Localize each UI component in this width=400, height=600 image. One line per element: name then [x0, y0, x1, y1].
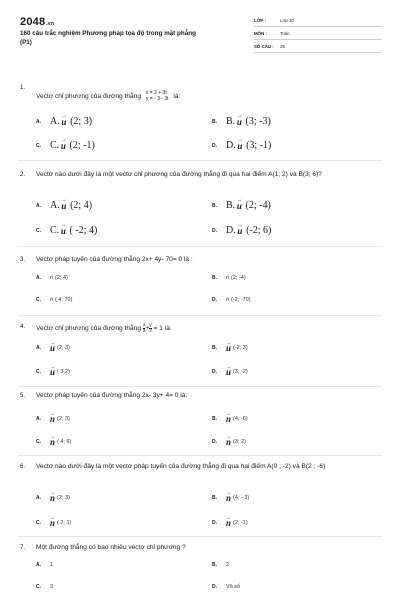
option-a[interactable]: A. A. u → (2; 4)	[36, 200, 92, 211]
question-text: Vectơ chỉ phương của đường thẳng	[36, 92, 142, 100]
meta-value: Toán	[280, 31, 290, 36]
option-d[interactable]: D. n → (2; -1)	[212, 518, 248, 528]
question-text: Vectơ pháp tuyến của đường thẳng 2x- 3y+ 4= 0 là:	[36, 392, 188, 399]
fraction: $\frac{x}{3}$	[142, 322, 146, 333]
meta-label: LỚP :	[254, 18, 266, 23]
meta-subject-row	[254, 29, 382, 40]
option-a[interactable]: A. n → (2; 3)	[36, 493, 70, 503]
divider	[18, 536, 382, 537]
site-logo: 2048.vn	[20, 16, 55, 28]
question-3	[20, 256, 382, 264]
vector-n-symbol: n →	[50, 518, 55, 528]
vector-u-symbol: u →	[50, 343, 55, 353]
question-number: 2.	[20, 172, 26, 178]
option-d[interactable]: D. Vô số	[212, 584, 241, 590]
vector-u-symbol: u →	[61, 226, 66, 236]
divider	[18, 160, 382, 161]
option-c[interactable]: C. u → ( 3;2)	[36, 367, 70, 377]
option-b[interactable]: B. u → (-2; 3)	[212, 343, 248, 353]
vector-u-symbol: u →	[226, 343, 231, 353]
option-b[interactable]: B. n → (2; -4)	[212, 275, 246, 281]
fraction: $\frac{y}{2}$	[149, 322, 152, 333]
option-b[interactable]: B. B. u → (3; -3)	[212, 116, 271, 127]
meta-label: MÔN :	[254, 31, 267, 36]
option-c[interactable]: C. 3	[36, 584, 54, 590]
option-c[interactable]: C. n → ( 2; 1)	[36, 518, 71, 528]
vector-u-symbol: u →	[237, 226, 242, 236]
question-number: 6.	[20, 464, 26, 470]
option-d[interactable]: D. n → (-2; -70)	[212, 297, 251, 303]
divider	[18, 455, 382, 456]
option-c[interactable]: C. C. u → ( -2; 4)	[36, 225, 97, 236]
option-c[interactable]: C. n → ( 4; 6)	[36, 437, 71, 447]
question-2	[20, 171, 382, 179]
vector-u-symbol: u →	[61, 117, 66, 127]
option-c[interactable]: C. C. u → (2; -1)	[36, 140, 95, 151]
question-1: 1. Vectơ chỉ phương của đường thẳng x = 2 + 3t y = - 3 - 3t là:	[20, 85, 181, 102]
question-number: 5.	[20, 393, 26, 399]
vector-u-symbol: u →	[61, 201, 66, 211]
vector-n-symbol: n →	[226, 297, 229, 303]
option-a[interactable]: A. n → (2; 3)	[36, 414, 70, 424]
option-b[interactable]: B. B. u → (2; -4)	[212, 200, 271, 211]
document-title: 160 câu trắc nghiệm Phương pháp tọa độ trong mặt phẳng (P1)	[20, 30, 196, 46]
divider	[18, 246, 382, 247]
vector-n-symbol: n →	[226, 493, 231, 503]
vector-u-symbol: u →	[237, 141, 242, 151]
vector-n-symbol: n →	[226, 437, 231, 447]
vector-u-symbol: u →	[237, 117, 242, 127]
vector-u-symbol: u →	[226, 367, 231, 377]
option-b[interactable]: B. 2	[212, 562, 230, 568]
vector-n-symbol: n →	[226, 518, 231, 528]
option-a[interactable]: A. n → (2; 4)	[36, 275, 68, 281]
vector-n-symbol: n →	[226, 414, 231, 424]
meta-value: 25	[280, 44, 285, 49]
vector-n-symbol: n →	[50, 493, 55, 503]
option-b[interactable]: B. n → (4; -6)	[212, 414, 248, 424]
question-6	[20, 463, 382, 471]
question-text: Vectơ chỉ phương của đường thẳng	[36, 324, 142, 332]
vector-n-symbol: n →	[226, 275, 229, 281]
document-header	[20, 16, 382, 60]
meta-label: SỐ CÂU :	[254, 44, 274, 49]
document-meta	[254, 16, 382, 55]
question-4: 4. Vectơ chỉ phương của đường thẳng $\frac{x}{3}$ + $\frac{y}{2}$ = 1 là:	[20, 322, 172, 333]
option-a[interactable]: A. 1	[36, 562, 54, 568]
divider	[18, 315, 382, 316]
option-c[interactable]: C. n → ( 4; 70)	[36, 297, 72, 303]
option-a[interactable]: A. u → (2; 3)	[36, 343, 70, 353]
option-a[interactable]: A. A. u → (2; 3)	[36, 116, 92, 127]
vector-u-symbol: u →	[50, 367, 55, 377]
vector-u-symbol: u →	[61, 141, 66, 151]
question-text: Vectơ nào dưới đây là một vectơ chỉ phương của đường thẳng đi qua hai điểm A(1; 2) và B(3; 6)?	[36, 171, 322, 178]
question-5	[20, 392, 382, 400]
vector-n-symbol: n →	[50, 414, 55, 424]
meta-value: Lớp 10	[280, 18, 294, 23]
vector-n-symbol: n →	[50, 437, 55, 447]
option-d[interactable]: D. D. u → (3; -1)	[212, 140, 271, 151]
meta-count-row	[254, 42, 382, 53]
question-7	[20, 544, 382, 552]
question-number: 4.	[20, 324, 26, 330]
option-d[interactable]: D. u → (3; -2)	[212, 367, 248, 377]
vector-u-symbol: u →	[237, 201, 242, 211]
question-number: 7.	[20, 545, 26, 551]
question-text: Vectơ nào dưới đây là một vectơ pháp tuyến của đường thẳng đi qua hai điểm A(0 ; -2) và B(2 ; -6)	[36, 463, 326, 470]
meta-class-row	[254, 16, 382, 27]
vector-n-symbol: n →	[50, 297, 53, 303]
question-text: Vectơ pháp tuyến của đường thẳng 2x+ 4y- 70= 0 là :	[36, 256, 193, 263]
equation-system: x = 2 + 3t y = - 3 - 3t	[145, 90, 169, 102]
vector-n-symbol: n →	[50, 275, 53, 281]
option-d[interactable]: D. D. u → (-2; 6)	[212, 225, 271, 236]
question-number: 1.	[20, 85, 26, 91]
option-d[interactable]: D. n → (3; 2)	[212, 437, 246, 447]
divider	[18, 386, 382, 387]
question-text: Một đường thẳng có bao nhiêu vectơ chỉ phương ?	[36, 544, 186, 551]
option-b[interactable]: B. n → (4; - 3)	[212, 493, 249, 503]
question-number: 3.	[20, 257, 26, 263]
